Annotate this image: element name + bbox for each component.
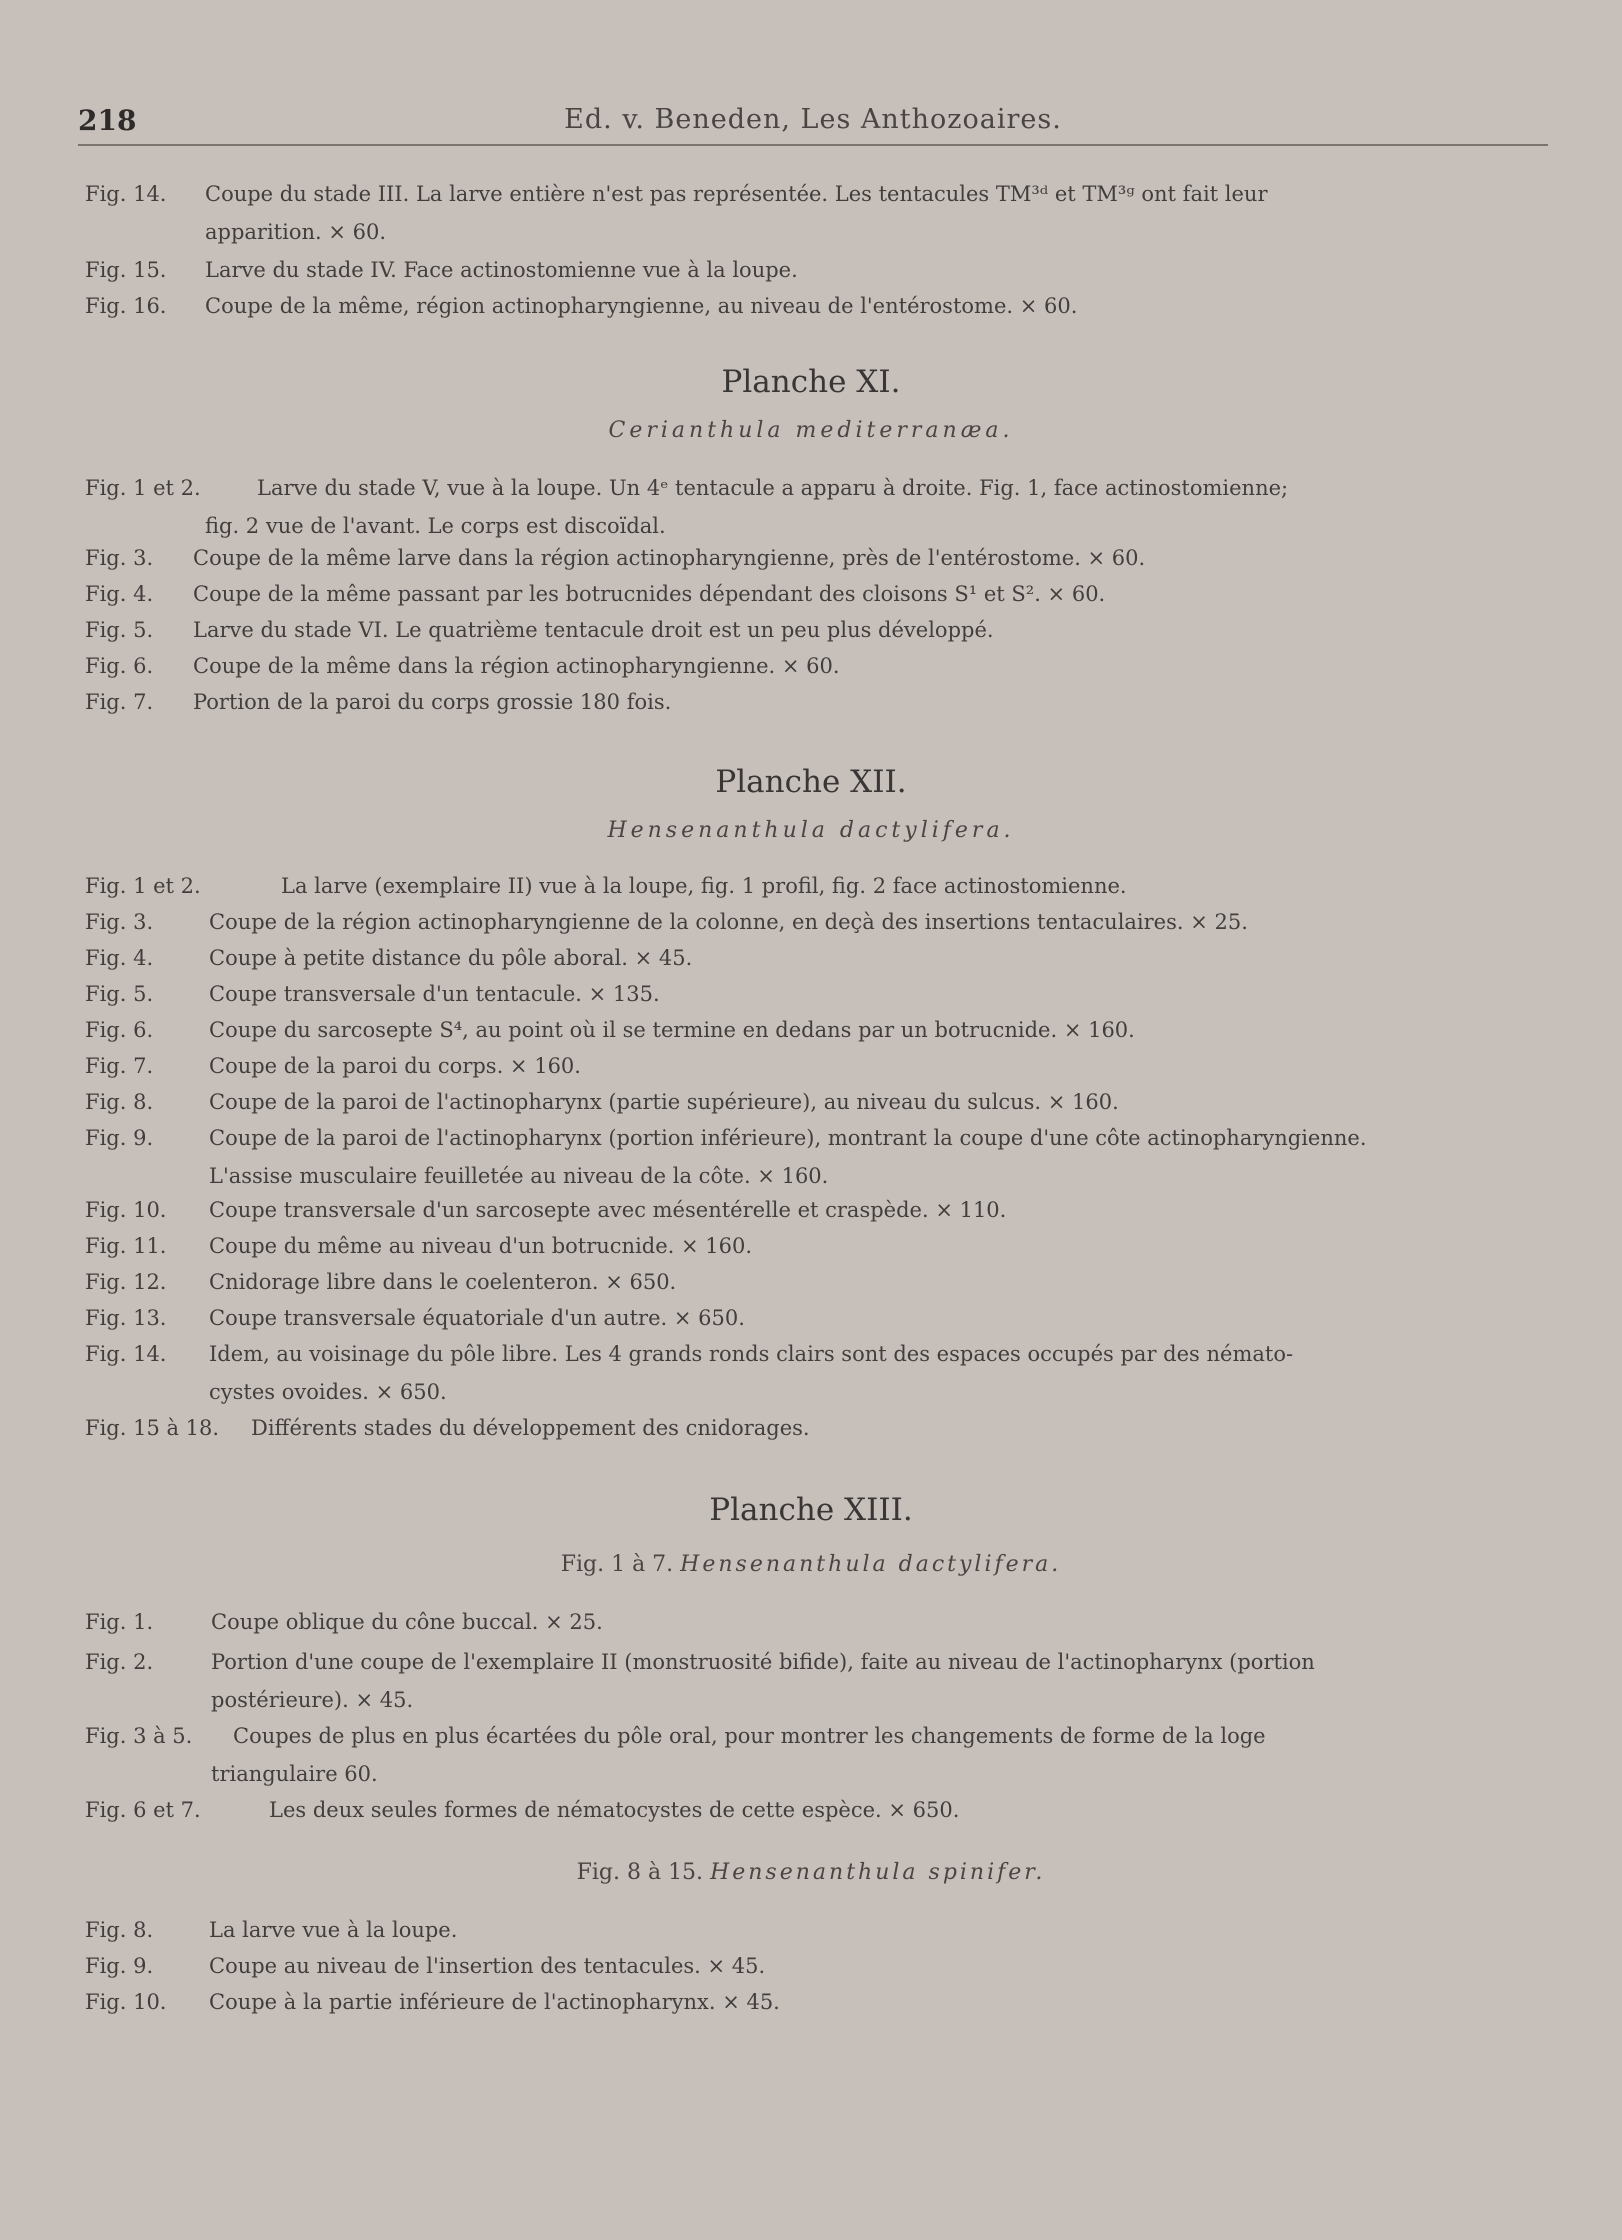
fig-text: Coupe du sarcosepte S⁴, au point où il se termine en dedans par un botrucnide. × 160. [209, 1018, 1135, 1042]
fig-text: Coupe transversale d'un tentacule. × 135. [209, 982, 660, 1006]
fig-label: Fig. 10. [85, 1198, 167, 1222]
fig-text-continued: apparition. × 60. [205, 220, 387, 244]
fig-label: Fig. 11. [85, 1234, 167, 1258]
fig-text: Cnidorage libre dans le coelenteron. × 650. [209, 1270, 677, 1294]
fig-label: Fig. 10. [85, 1990, 167, 2014]
species-name: Cerianthula mediterranæa. [608, 418, 1014, 443]
fig-text: Portion d'une coupe de l'exemplaire II (monstruosité bifide), faite au niveau de l'actinopharynx (portion [211, 1650, 1315, 1674]
fig-label: Fig. 5. [85, 618, 154, 642]
species-name: Hensenanthula dactylifera. [607, 818, 1015, 843]
species-name: Hensenanthula spinifer. [710, 1860, 1046, 1885]
fig-text: La larve vue à la loupe. [209, 1918, 458, 1942]
fig-label: Fig. 4. [85, 946, 154, 970]
fig-text-continued: fig. 2 vue de l'avant. Le corps est discoïdal. [205, 514, 666, 538]
fig-label: Fig. 5. [85, 982, 154, 1006]
fig-label: Fig. 15. [85, 258, 167, 282]
figure-range: Fig. 8 à 15. [576, 1860, 704, 1885]
fig-label: Fig. 1 et 2. [85, 874, 201, 898]
fig-label: Fig. 6. [85, 1018, 154, 1042]
fig-text: Coupe à la partie inférieure de l'actinopharynx. × 45. [209, 1990, 780, 2014]
fig-text: Coupe de la paroi du corps. × 160. [209, 1054, 581, 1078]
figure-range-heading [0, 1552, 1622, 1577]
fig-label: Fig. 4. [85, 582, 154, 606]
fig-label: Fig. 14. [85, 1342, 167, 1366]
page-header [78, 104, 1548, 146]
fig-label: Fig. 12. [85, 1270, 167, 1294]
fig-text: Larve du stade VI. Le quatrième tentacule droit est un peu plus développé. [193, 618, 994, 642]
fig-text: Coupe à petite distance du pôle aboral. × 45. [209, 946, 693, 970]
fig-label: Fig. 3. [85, 910, 154, 934]
fig-text: Coupe de la région actinopharyngienne de la colonne, en deçà des insertions tentaculaires. × 25. [209, 910, 1248, 934]
fig-text-continued: triangulaire 60. [211, 1762, 378, 1786]
species-name: Hensenanthula dactylifera. [680, 1552, 1062, 1577]
plate-heading: Planche XI. [721, 364, 901, 400]
fig-text: La larve (exemplaire II) vue à la loupe, fig. 1 profil, fig. 2 face actinostomienne. [281, 874, 1127, 898]
fig-label: Fig. 3. [85, 546, 154, 570]
fig-text: Larve du stade IV. Face actinostomienne vue à la loupe. [205, 258, 798, 282]
figure-range-heading [0, 1860, 1622, 1885]
fig-label: Fig. 8. [85, 1090, 154, 1114]
fig-label: Fig. 7. [85, 1054, 154, 1078]
fig-label: Fig. 6. [85, 654, 154, 678]
fig-text: Coupe du même au niveau d'un botrucnide. × 160. [209, 1234, 753, 1258]
fig-text: Coupe de la même larve dans la région actinopharyngienne, près de l'entérostome. × 60. [193, 546, 1146, 570]
fig-text: Idem, au voisinage du pôle libre. Les 4 grands ronds clairs sont des espaces occupés par des némato- [209, 1342, 1294, 1366]
plate-heading: Planche XII. [715, 764, 907, 800]
fig-text: Larve du stade V, vue à la loupe. Un 4ᵉ tentacule a apparu à droite. Fig. 1, face actinostomienne; [257, 476, 1289, 500]
fig-text: Coupe de la paroi de l'actinopharynx (portion inférieure), montrant la coupe d'une côte actinopharyngienne. [209, 1126, 1367, 1150]
fig-text: Coupes de plus en plus écartées du pôle oral, pour montrer les changements de forme de la loge [233, 1724, 1266, 1748]
fig-label: Fig. 7. [85, 690, 154, 714]
fig-label: Fig. 9. [85, 1954, 154, 1978]
fig-text: Coupe de la paroi de l'actinopharynx (partie supérieure), au niveau du sulcus. × 160. [209, 1090, 1119, 1114]
fig-label: Fig. 1. [85, 1610, 154, 1634]
page-number: 218 [78, 104, 137, 137]
fig-text-continued: cystes ovoides. × 650. [209, 1380, 447, 1404]
fig-label: Fig. 6 et 7. [85, 1798, 201, 1822]
fig-label: Fig. 1 et 2. [85, 476, 201, 500]
fig-label: Fig. 15 à 18. [85, 1416, 220, 1440]
fig-text: Coupe au niveau de l'insertion des tentacules. × 45. [209, 1954, 766, 1978]
fig-label: Fig. 16. [85, 294, 167, 318]
fig-label: Fig. 8. [85, 1918, 154, 1942]
fig-label: Fig. 14. [85, 182, 167, 206]
fig-label: Fig. 13. [85, 1306, 167, 1330]
fig-label: Fig. 2. [85, 1650, 154, 1674]
running-title: Ed. v. Beneden, Les Anthozoaires. [564, 104, 1062, 135]
fig-text: Coupe oblique du cône buccal. × 25. [211, 1610, 603, 1634]
fig-text: Portion de la paroi du corps grossie 180 fois. [193, 690, 672, 714]
fig-text: Différents stades du développement des cnidorages. [251, 1416, 810, 1440]
fig-text: Coupe de la même passant par les botrucnides dépendant des cloisons S¹ et S². × 60. [193, 582, 1106, 606]
fig-text-continued: L'assise musculaire feuilletée au niveau de la côte. × 160. [209, 1164, 829, 1188]
fig-text: Coupe de la même, région actinopharyngienne, au niveau de l'entérostome. × 60. [205, 294, 1078, 318]
fig-text: Coupe de la même dans la région actinopharyngienne. × 60. [193, 654, 840, 678]
fig-label: Fig. 3 à 5. [85, 1724, 193, 1748]
figure-range: Fig. 1 à 7. [560, 1552, 674, 1577]
fig-text: Coupe transversale équatoriale d'un autre. × 650. [209, 1306, 745, 1330]
fig-text-continued: postérieure). × 45. [211, 1688, 414, 1712]
fig-text: Coupe transversale d'un sarcosepte avec mésentérelle et craspède. × 110. [209, 1198, 1007, 1222]
fig-text: Coupe du stade III. La larve entière n'est pas représentée. Les tentacules TM³ᵈ et TM³ᵍ ont fait leur [205, 182, 1268, 206]
fig-label: Fig. 9. [85, 1126, 154, 1150]
plate-heading: Planche XIII. [709, 1492, 913, 1528]
fig-text: Les deux seules formes de nématocystes de cette espèce. × 650. [269, 1798, 960, 1822]
